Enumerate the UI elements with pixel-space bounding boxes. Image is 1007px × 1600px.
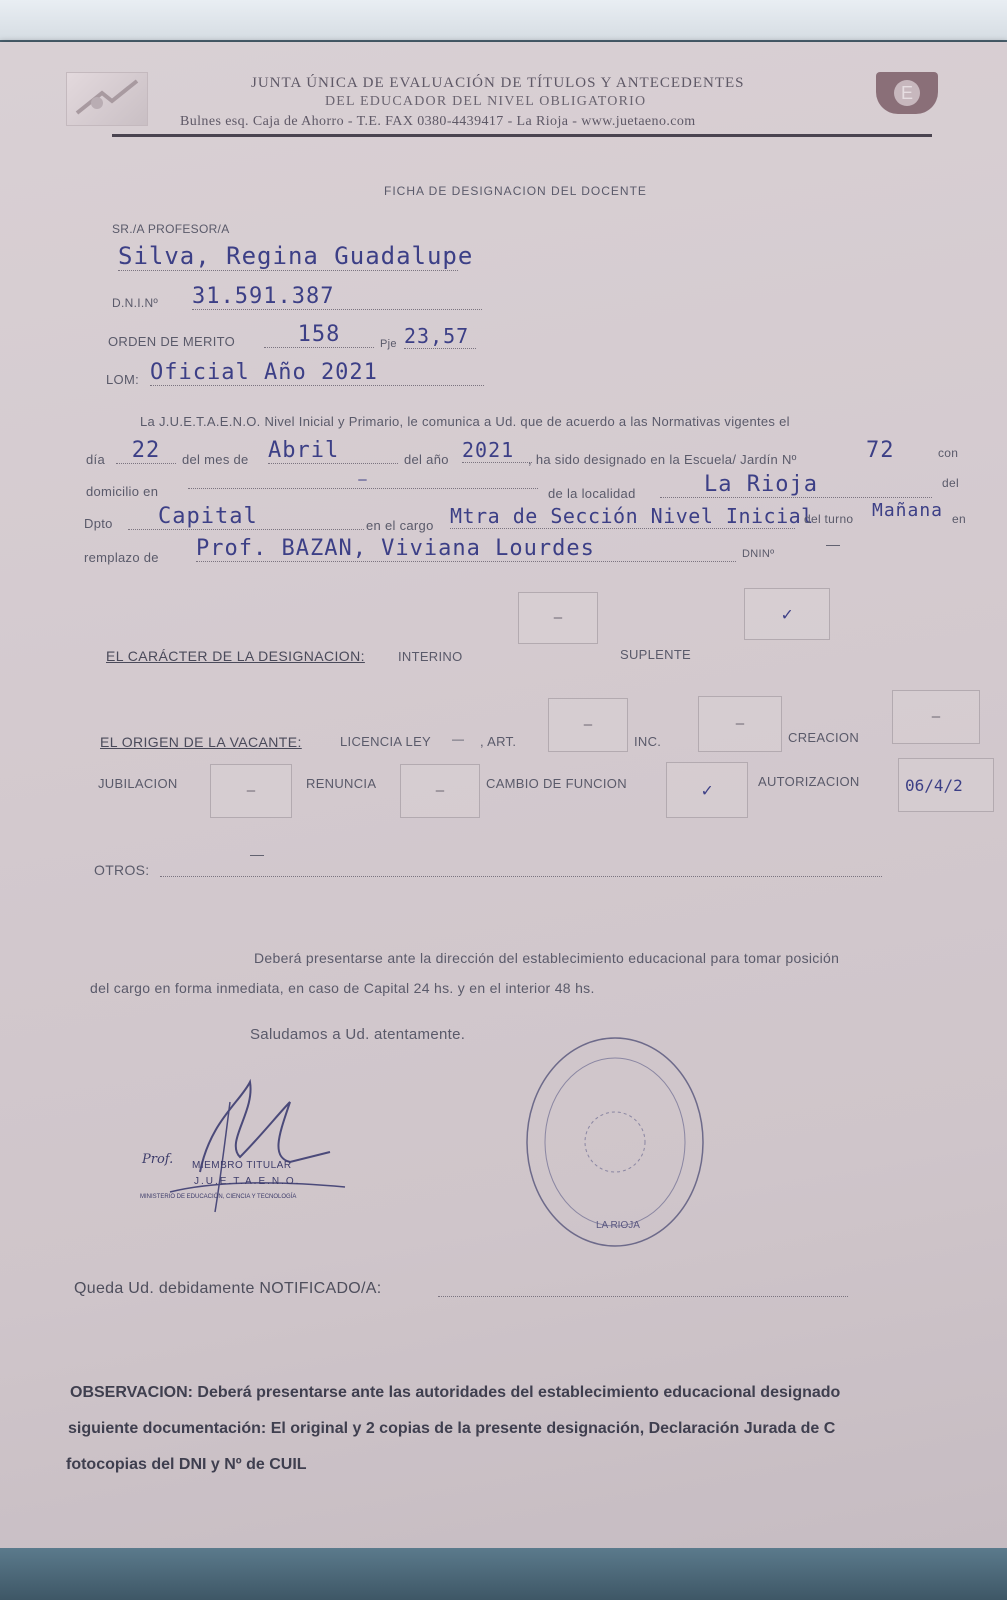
observacion-line1: OBSERVACION: Deberá presentarse ante las autoridades del establecimiento educacional designado <box>70 1384 841 1401</box>
inc-checkbox[interactable] <box>698 696 782 752</box>
intro-text: La J.U.E.T.A.E.N.O. Nivel Inicial y Primario, le comunica a Ud. que de acuerdo a las Normativas vigentes el <box>140 414 790 429</box>
dia-value: 22 <box>116 438 176 464</box>
dni-value: 31.591.387 <box>192 284 482 310</box>
art-mark: — <box>583 717 593 733</box>
suplente-label: SUPLENTE <box>620 647 692 662</box>
art-checkbox[interactable] <box>548 698 628 752</box>
cambio-checkbox[interactable] <box>666 762 748 818</box>
localidad-label: de la localidad <box>548 486 636 501</box>
cargo-label: en el cargo <box>366 518 434 533</box>
creacion-mark: — <box>931 709 941 725</box>
autorizacion-label: AUTORIZACION <box>758 774 860 789</box>
official-seal <box>520 1032 710 1252</box>
seal-emblem-icon <box>520 1032 710 1252</box>
domicilio-value: — <box>188 472 538 489</box>
logo-emblem-icon <box>67 73 147 125</box>
otros-label: OTROS: <box>94 862 150 878</box>
orden-value: 158 <box>264 322 374 348</box>
autorizacion-field[interactable] <box>898 758 994 812</box>
dpto-label: Dpto <box>84 516 113 531</box>
notificado-label: Queda Ud. debidamente NOTIFICADO/A: <box>74 1280 382 1297</box>
pje-value: 23,57 <box>404 324 476 349</box>
interino-label: INTERINO <box>398 649 463 664</box>
con-label: con <box>938 446 959 460</box>
anio-value: 2021 <box>462 438 532 463</box>
seal-text: LA RIOJA <box>596 1220 640 1231</box>
jubilacion-checkbox[interactable] <box>210 764 292 818</box>
jubilacion-mark: — <box>246 783 256 799</box>
escuela-value: 72 <box>866 438 895 463</box>
turno-value: Mañana <box>872 500 944 521</box>
orden-label: ORDEN DE MERITO <box>108 334 236 349</box>
saludo-text: Saludamos a Ud. atentamente. <box>250 1026 466 1043</box>
licencia-label: LICENCIA LEY <box>340 734 432 749</box>
domicilio-label: domicilio en <box>86 484 159 499</box>
dni-label: D.N.I.Nº <box>112 296 159 310</box>
lom-value: Oficial Año 2021 <box>150 360 484 386</box>
inc-label: INC. <box>634 734 662 749</box>
pje-label: Pje <box>380 338 397 350</box>
signature-org: J.U.E.T.A.E.N.O. <box>194 1176 301 1187</box>
instructions-line2: del cargo en forma inmediata, en caso de Capital 24 hs. y en el interior 48 hs. <box>90 980 595 996</box>
document-page <box>0 42 1007 1552</box>
suplente-mark: ✓ <box>781 603 793 625</box>
otros-line <box>160 860 882 877</box>
mes-value: Abril <box>268 438 398 464</box>
signature-role: MIEMBRO TITULAR <box>192 1160 292 1171</box>
creacion-checkbox[interactable] <box>892 690 980 744</box>
anio-label: del año <box>404 452 449 467</box>
cambio-label: CAMBIO DE FUNCION <box>486 776 627 791</box>
top-background <box>0 0 1007 40</box>
remplazo-value: Prof. BAZAN, Viviana Lourdes <box>196 536 736 562</box>
instructions-line1: Deberá presentarse ante la dirección del establecimiento educacional para tomar posición <box>254 950 840 966</box>
dnin-value: — <box>826 536 840 552</box>
dnin-label: DNINº <box>742 548 775 560</box>
renuncia-label: RENUNCIA <box>306 776 377 791</box>
signature-ministry: MINISTERIO DE EDUCACIÓN, CIENCIA Y TECNOLOGÍA <box>140 1194 297 1200</box>
autorizacion-value: 06/4/2 <box>905 775 963 795</box>
renuncia-checkbox[interactable] <box>400 764 480 818</box>
caracter-title: EL CARÁCTER DE LA DESIGNACION: <box>106 648 365 664</box>
remplazo-label: remplazo de <box>84 550 159 565</box>
del-label: del <box>942 476 959 490</box>
lom-label: LOM: <box>106 372 139 387</box>
origen-title: EL ORIGEN DE LA VACANTE: <box>100 734 302 750</box>
header-logo-left <box>66 72 148 126</box>
header-contact: Bulnes esq. Caja de Ahorro - T.E. FAX 0380-4439417 - La Rioja - www.juetaeno.com <box>180 114 696 129</box>
notificado-line <box>438 1282 848 1297</box>
otros-value: — <box>250 846 264 862</box>
observacion-line3: fotocopias del DNI y Nº de CUIL <box>66 1456 307 1473</box>
header-title: JUNTA ÚNICA DE EVALUACIÓN DE TÍTULOS Y ANTECEDENTES <box>251 75 745 91</box>
inc-mark: — <box>735 716 745 732</box>
cargo-value: Mtra de Sección Nivel Inicial <box>450 504 814 528</box>
suplente-checkbox[interactable] <box>744 588 830 640</box>
signature-prefix: Prof. <box>142 1152 174 1167</box>
header-subtitle: DEL EDUCADOR DEL NIVEL OBLIGATORIO <box>325 94 647 109</box>
renuncia-mark: — <box>435 783 445 799</box>
interino-mark: — <box>553 610 563 626</box>
art-label: , ART. <box>480 734 517 749</box>
jubilacion-label: JUBILACION <box>98 776 178 791</box>
en-label: en <box>952 512 966 526</box>
header-badge-letter: E <box>894 80 920 106</box>
dpto-value: Capital <box>128 504 364 530</box>
header-badge <box>876 72 938 114</box>
dia-label: día <box>86 452 105 467</box>
form-title: FICHA DE DESIGNACION DEL DOCENTE <box>384 184 647 198</box>
licencia-value: — <box>452 732 464 746</box>
profesor-value: Silva, Regina Guadalupe <box>118 242 474 270</box>
turno-label: del turno <box>804 512 854 526</box>
header-rule <box>112 134 932 137</box>
observacion-line2: siguiente documentación: El original y 2 copias de la presente designación, Declaración Jurada de C <box>68 1420 836 1437</box>
cambio-mark: ✓ <box>701 779 713 801</box>
designado-text: , ha sido designado en la Escuela/ Jardín Nº <box>528 452 797 467</box>
mes-label: del mes de <box>182 452 249 467</box>
signature-block <box>130 1062 370 1222</box>
bottom-background <box>0 1548 1007 1600</box>
profesor-label: SR./A PROFESOR/A <box>112 222 230 236</box>
localidad-value: La Rioja <box>660 472 932 498</box>
creacion-label: CREACION <box>788 730 860 745</box>
interino-checkbox[interactable] <box>518 592 598 644</box>
